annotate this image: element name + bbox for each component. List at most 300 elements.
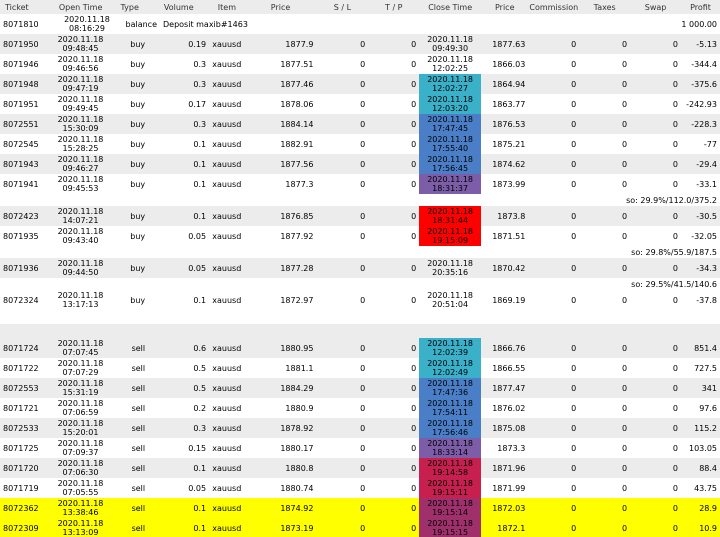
commission-cell: 0 (571, 363, 577, 373)
ticket-cell: 8071725 (3, 443, 39, 453)
commission-cell: 0 (571, 119, 577, 129)
close-time-cell (419, 418, 481, 438)
close-time-cell-date: 2020.11.18 (427, 499, 474, 508)
commission-cell: 0 (571, 231, 577, 241)
item-cell: xauusd (212, 179, 242, 189)
volume-cell: 0.15 (188, 443, 207, 453)
close-time-cell-clock: 19:15:11 (432, 488, 469, 497)
commission-cell: 0 (571, 463, 577, 473)
taxes-cell: 0 (622, 263, 628, 273)
swap-cell: 0 (672, 295, 679, 305)
blank-row[interactable] (0, 310, 720, 324)
sl-cell: 0 (360, 179, 366, 189)
commission-cell: 0 (571, 423, 577, 433)
sl-cell: 0 (360, 263, 366, 273)
table-row[interactable] (0, 338, 720, 358)
open-time-cell (50, 358, 111, 378)
tp-cell: 0 (411, 119, 417, 129)
taxes-cell: 0 (622, 159, 628, 169)
ticket-cell: 8072545 (3, 139, 39, 149)
table-row[interactable] (0, 498, 720, 518)
commission-cell: 0 (571, 523, 577, 533)
type-cell: buy (130, 179, 146, 189)
swap-cell: 0 (672, 79, 679, 89)
open-time-cell (54, 14, 120, 34)
header-volume[interactable]: Volume (163, 2, 194, 12)
open-time-cell (50, 518, 111, 537)
tp-cell: 0 (411, 463, 417, 473)
header-item[interactable]: Item (217, 2, 236, 12)
close-price-cell: 1873.99 (492, 179, 526, 189)
profit-cell: -34.3 (696, 263, 717, 273)
header-profit[interactable]: Profit (690, 2, 711, 12)
open-time-cell-date: 2020.11.18 (57, 459, 104, 468)
ticket-cell: 8071946 (3, 59, 39, 69)
item-cell: xauusd (212, 159, 242, 169)
swap-cell: 0 (672, 343, 679, 353)
type-cell: buy (130, 159, 146, 169)
open-time-cell-date: 2020.11.18 (57, 95, 104, 104)
open-time-cell-clock: 15:20:01 (62, 428, 99, 437)
open-time-cell-clock: 13:17:13 (62, 300, 99, 309)
profit-cell: 97.6 (699, 403, 717, 413)
close-time-cell-clock: 12:02:27 (432, 84, 469, 93)
close-time-cell-date: 2020.11.18 (427, 207, 474, 216)
close-time-cell-date: 2020.11.18 (427, 135, 474, 144)
sl-cell: 0 (360, 423, 366, 433)
close-time-cell-date: 2020.11.18 (427, 227, 474, 236)
close-time-cell (419, 338, 481, 358)
type-cell: sell (131, 523, 146, 533)
close-time-cell-date: 2020.11.18 (427, 459, 474, 468)
open-time-cell (50, 34, 111, 54)
close-time-cell-date: 2020.11.18 (427, 55, 474, 64)
header-type[interactable]: Type (120, 2, 139, 12)
header-swap[interactable]: Swap (644, 2, 667, 12)
open-time-cell (50, 258, 111, 278)
item-cell: xauusd (212, 139, 242, 149)
close-time-cell (419, 74, 481, 94)
open-time-cell-clock: 09:49:45 (62, 104, 99, 113)
open-time-cell-date: 2020.11.18 (57, 499, 104, 508)
table-row[interactable] (0, 290, 720, 310)
close-price-cell: 1869.19 (492, 295, 526, 305)
type-cell: buy (130, 99, 146, 109)
item-cell: xauusd (212, 423, 242, 433)
close-time-cell-clock: 12:02:39 (432, 348, 469, 357)
table-row[interactable] (0, 134, 720, 154)
type-cell: sell (131, 443, 146, 453)
close-time-cell-date: 2020.11.18 (427, 339, 474, 348)
profit-cell: -37.8 (696, 295, 717, 305)
ticket-cell: 8071950 (3, 39, 39, 49)
price-cell: 1881.1 (285, 363, 314, 373)
taxes-cell: 0 (622, 483, 628, 493)
item-cell: xauusd (212, 211, 242, 221)
close-time-cell-clock: 12:02:49 (432, 368, 469, 377)
item-cell: xauusd (212, 39, 242, 49)
price-cell: 1880.9 (285, 403, 314, 413)
stop-out-summary-row[interactable] (0, 278, 720, 290)
swap-cell: 0 (672, 443, 679, 453)
volume-cell: 0.19 (188, 39, 207, 49)
open-time-cell-date: 2020.11.18 (57, 115, 104, 124)
close-time-cell-date: 2020.11.18 (427, 35, 474, 44)
swap-cell: 0 (672, 523, 679, 533)
close-time-cell-clock: 17:56:46 (432, 428, 469, 437)
deposit-comment: Deposit maxib#1463 (163, 19, 248, 29)
item-cell: xauusd (212, 483, 242, 493)
volume-cell: 0.1 (193, 503, 207, 513)
price-cell: 1878.06 (280, 99, 314, 109)
item-cell: xauusd (212, 263, 242, 273)
ticket-cell: 8071721 (3, 403, 39, 413)
sl-cell: 0 (360, 99, 366, 109)
close-time-cell-clock: 12:02:25 (432, 64, 469, 73)
close-price-cell: 1866.55 (492, 363, 526, 373)
taxes-cell: 0 (622, 503, 628, 513)
table-row[interactable] (0, 114, 720, 134)
open-time-cell (50, 94, 111, 114)
volume-cell: 0.05 (188, 263, 207, 273)
close-time-cell-date: 2020.11.18 (427, 359, 474, 368)
profit-cell: -77 (703, 139, 717, 149)
profit-cell: -242.93 (686, 99, 717, 109)
open-time-cell-date: 2020.11.18 (57, 207, 104, 216)
table-row[interactable] (0, 358, 720, 378)
open-time-cell-clock: 07:05:55 (62, 488, 99, 497)
item-cell: xauusd (212, 443, 242, 453)
price-cell: 1877.56 (280, 159, 314, 169)
close-time-cell-clock: 18:31:44 (432, 216, 469, 225)
balance-row[interactable] (0, 14, 720, 34)
open-time-cell-date: 2020.11.18 (57, 227, 104, 236)
open-time-cell-date: 2020.11.18 (64, 15, 110, 24)
ticket-cell: 8071943 (3, 159, 39, 169)
open-time-cell (50, 418, 111, 438)
swap-cell: 0 (672, 263, 679, 273)
open-time-cell-date: 2020.11.18 (57, 339, 104, 348)
open-time-cell-clock: 09:47:19 (62, 84, 99, 93)
open-time-cell-date: 2020.11.18 (57, 439, 104, 448)
table-row[interactable] (0, 258, 720, 278)
table-row[interactable] (0, 34, 720, 54)
price-cell: 1873.19 (280, 523, 314, 533)
taxes-cell: 0 (622, 343, 628, 353)
volume-cell: 0.5 (193, 383, 207, 393)
open-time-cell-clock: 15:28:25 (62, 144, 99, 153)
ticket-cell: 8072551 (3, 119, 39, 129)
item-cell: xauusd (212, 383, 242, 393)
close-time-cell (419, 398, 481, 418)
price-cell: 1877.28 (280, 263, 314, 273)
tp-cell: 0 (411, 403, 417, 413)
volume-cell: 0.3 (193, 59, 207, 69)
open-time-cell-date: 2020.11.18 (57, 359, 104, 368)
open-time-cell-date: 2020.11.18 (57, 175, 104, 184)
table-row[interactable] (0, 478, 720, 498)
sl-cell: 0 (360, 119, 366, 129)
sl-cell: 0 (360, 443, 366, 453)
table-row[interactable] (0, 74, 720, 94)
table-row[interactable] (0, 54, 720, 74)
tp-cell: 0 (411, 363, 417, 373)
close-time-cell-clock: 19:15:15 (432, 528, 469, 537)
ticket-cell: 8072309 (3, 523, 39, 533)
open-time-cell (50, 154, 111, 174)
close-time-cell (419, 478, 481, 498)
item-cell: xauusd (212, 119, 242, 129)
taxes-cell: 0 (622, 99, 628, 109)
open-time-cell-date: 2020.11.18 (57, 135, 104, 144)
ticket-cell: 8072362 (3, 503, 39, 513)
taxes-cell: 0 (622, 443, 628, 453)
profit-cell: 115.2 (694, 423, 717, 433)
header-commission[interactable]: Commission (529, 2, 579, 12)
close-time-cell (419, 290, 481, 310)
close-time-cell-date: 2020.11.18 (427, 519, 474, 528)
volume-cell: 0.1 (193, 295, 207, 305)
stop-out-summary-row[interactable] (0, 246, 720, 258)
close-time-cell (419, 54, 481, 74)
table-row[interactable] (0, 458, 720, 478)
profit-cell: -375.6 (691, 79, 717, 89)
type-cell: buy (130, 119, 146, 129)
close-time-cell (419, 174, 481, 194)
open-time-cell-clock: 13:13:09 (62, 528, 99, 537)
price-cell: 1872.97 (280, 295, 314, 305)
table-row[interactable] (0, 378, 720, 398)
close-time-cell (419, 498, 481, 518)
close-time-cell-clock: 18:31:37 (432, 184, 469, 193)
table-row[interactable] (0, 206, 720, 226)
item-cell: xauusd (212, 463, 242, 473)
table-row[interactable] (0, 398, 720, 418)
profit-cell: -33.1 (696, 179, 717, 189)
taxes-cell: 0 (622, 39, 628, 49)
open-time-cell (50, 498, 111, 518)
close-time-cell (419, 518, 481, 537)
close-time-cell-date: 2020.11.18 (427, 291, 474, 300)
taxes-cell: 0 (622, 363, 628, 373)
ticket-cell: 8071948 (3, 79, 39, 89)
open-time-cell (50, 290, 111, 310)
open-time-cell-date: 2020.11.18 (57, 55, 104, 64)
volume-cell: 0.1 (193, 159, 207, 169)
commission-cell: 0 (571, 343, 577, 353)
commission-cell: 0 (571, 503, 577, 513)
close-price-cell: 1863.77 (492, 99, 526, 109)
open-time-cell (50, 438, 111, 458)
close-time-cell-date: 2020.11.18 (427, 115, 474, 124)
header-price[interactable]: Price (270, 2, 291, 12)
sl-cell: 0 (360, 79, 366, 89)
swap-cell: 0 (672, 119, 679, 129)
open-time-cell-date: 2020.11.18 (57, 519, 104, 528)
close-price-cell: 1872.1 (497, 523, 526, 533)
close-price-cell: 1876.02 (492, 403, 526, 413)
close-time-cell-clock: 18:33:14 (432, 448, 469, 457)
header-ticket[interactable]: Ticket (5, 2, 29, 12)
open-time-cell-clock: 13:38:46 (62, 508, 99, 517)
sl-cell: 0 (360, 59, 366, 69)
table-row[interactable] (0, 94, 720, 114)
profit-cell: -344.4 (691, 59, 717, 69)
close-time-cell (419, 438, 481, 458)
ticket-cell: 8071810 (3, 19, 39, 29)
item-cell: xauusd (212, 523, 242, 533)
type-cell: buy (130, 211, 146, 221)
swap-cell: 0 (672, 503, 679, 513)
commission-cell: 0 (571, 263, 577, 273)
tp-cell: 0 (411, 79, 417, 89)
sl-cell: 0 (360, 403, 366, 413)
item-cell: xauusd (212, 295, 242, 305)
open-time-cell-clock: 09:43:40 (62, 236, 99, 245)
swap-cell: 0 (672, 211, 679, 221)
table-row[interactable] (0, 174, 720, 194)
tp-cell: 0 (411, 39, 417, 49)
sl-cell: 0 (360, 295, 366, 305)
sl-cell: 0 (360, 159, 366, 169)
profit-cell: 341 (701, 383, 717, 393)
open-time-cell-clock: 09:45:53 (62, 184, 99, 193)
sl-cell: 0 (360, 383, 366, 393)
close-time-cell-date: 2020.11.18 (427, 379, 474, 388)
open-time-cell (50, 458, 111, 478)
blank-row[interactable] (0, 324, 720, 338)
table-row[interactable] (0, 438, 720, 458)
price-cell: 1880.95 (280, 343, 314, 353)
close-time-cell-clock: 19:14:58 (432, 468, 469, 477)
price-cell: 1874.92 (280, 503, 314, 513)
type-cell: sell (131, 483, 146, 493)
header-tp[interactable]: T / P (385, 2, 403, 12)
close-time-cell (419, 226, 481, 246)
open-time-cell (50, 338, 111, 358)
open-time-cell-clock: 09:48:45 (62, 44, 99, 53)
profit-cell: 43.75 (694, 483, 717, 493)
open-time-cell-date: 2020.11.18 (57, 155, 104, 164)
commission-cell: 0 (571, 443, 577, 453)
tp-cell: 0 (411, 343, 417, 353)
swap-cell: 0 (672, 383, 679, 393)
swap-cell: 0 (672, 59, 679, 69)
header-taxes[interactable]: Taxes (593, 2, 616, 12)
header-close-price[interactable]: Price (494, 2, 515, 12)
close-price-cell: 1864.94 (492, 79, 526, 89)
item-cell: xauusd (212, 59, 242, 69)
table-row[interactable] (0, 226, 720, 246)
open-time-cell-clock: 07:06:30 (62, 468, 99, 477)
sl-cell: 0 (360, 39, 366, 49)
close-time-cell-clock: 19:15:14 (432, 508, 469, 517)
open-time-cell-clock: 07:06:59 (62, 408, 99, 417)
open-time-cell-clock: 14:07:21 (62, 216, 99, 225)
close-price-cell: 1873.8 (497, 211, 526, 221)
stop-out-summary: so: 29.8%/55.9/187.5 (631, 247, 717, 257)
item-cell: xauusd (212, 363, 242, 373)
ticket-cell: 8071941 (3, 179, 39, 189)
sl-cell: 0 (360, 363, 366, 373)
tp-cell: 0 (411, 263, 417, 273)
type-cell: balance (125, 19, 157, 29)
stop-out-summary-row[interactable] (0, 194, 720, 206)
commission-cell: 0 (571, 99, 577, 109)
ticket-cell: 8071935 (3, 231, 39, 241)
header-close-time[interactable]: Close Time (428, 2, 473, 12)
price-cell: 1884.14 (280, 119, 314, 129)
close-price-cell: 1870.42 (492, 263, 526, 273)
close-time-cell-date: 2020.11.18 (427, 479, 474, 488)
volume-cell: 0.1 (193, 211, 207, 221)
ticket-cell: 8072533 (3, 423, 39, 433)
price-cell: 1884.29 (280, 383, 314, 393)
ticket-cell: 8072324 (3, 295, 39, 305)
ticket-cell: 8071720 (3, 463, 39, 473)
open-time-cell-date: 2020.11.18 (57, 259, 104, 268)
commission-cell: 0 (571, 403, 577, 413)
table-row[interactable] (0, 418, 720, 438)
open-time-cell (50, 114, 111, 134)
profit-cell: -29.4 (696, 159, 717, 169)
close-time-cell (419, 114, 481, 134)
close-time-cell (419, 34, 481, 54)
close-price-cell: 1876.53 (492, 119, 526, 129)
close-price-cell: 1872.03 (492, 503, 526, 513)
close-price-cell: 1871.96 (492, 463, 526, 473)
header-open-time[interactable]: Open Time (58, 2, 103, 12)
price-cell: 1877.92 (280, 231, 314, 241)
tp-cell: 0 (411, 179, 417, 189)
open-time-cell (50, 378, 111, 398)
volume-cell: 0.3 (193, 119, 207, 129)
item-cell: xauusd (212, 503, 242, 513)
open-time-cell-clock: 09:44:50 (62, 268, 99, 277)
swap-cell: 0 (672, 423, 679, 433)
open-time-cell (50, 134, 111, 154)
tp-cell: 0 (411, 295, 417, 305)
swap-cell: 0 (672, 159, 679, 169)
profit-cell: 88.4 (699, 463, 717, 473)
close-time-cell (419, 154, 481, 174)
table-row[interactable] (0, 518, 720, 537)
tp-cell: 0 (411, 503, 417, 513)
commission-cell: 0 (571, 39, 577, 49)
sl-cell: 0 (360, 503, 366, 513)
tp-cell: 0 (411, 483, 417, 493)
tp-cell: 0 (411, 443, 417, 453)
close-time-cell (419, 358, 481, 378)
table-header (0, 0, 720, 14)
header-sl[interactable]: S / L (333, 2, 352, 12)
commission-cell: 0 (571, 79, 577, 89)
volume-cell: 0.05 (188, 483, 207, 493)
swap-cell: 0 (672, 463, 679, 473)
item-cell: xauusd (212, 79, 242, 89)
price-cell: 1877.9 (285, 39, 314, 49)
table-row[interactable] (0, 154, 720, 174)
open-time-cell-clock: 09:46:56 (62, 64, 99, 73)
open-time-cell (50, 206, 111, 226)
item-cell: xauusd (212, 403, 242, 413)
close-time-cell-date: 2020.11.18 (427, 75, 474, 84)
close-time-cell (419, 94, 481, 114)
open-time-cell-clock: 07:07:45 (62, 348, 99, 357)
open-time-cell-date: 2020.11.18 (57, 479, 104, 488)
close-price-cell: 1871.51 (492, 231, 526, 241)
close-time-cell (419, 206, 481, 226)
